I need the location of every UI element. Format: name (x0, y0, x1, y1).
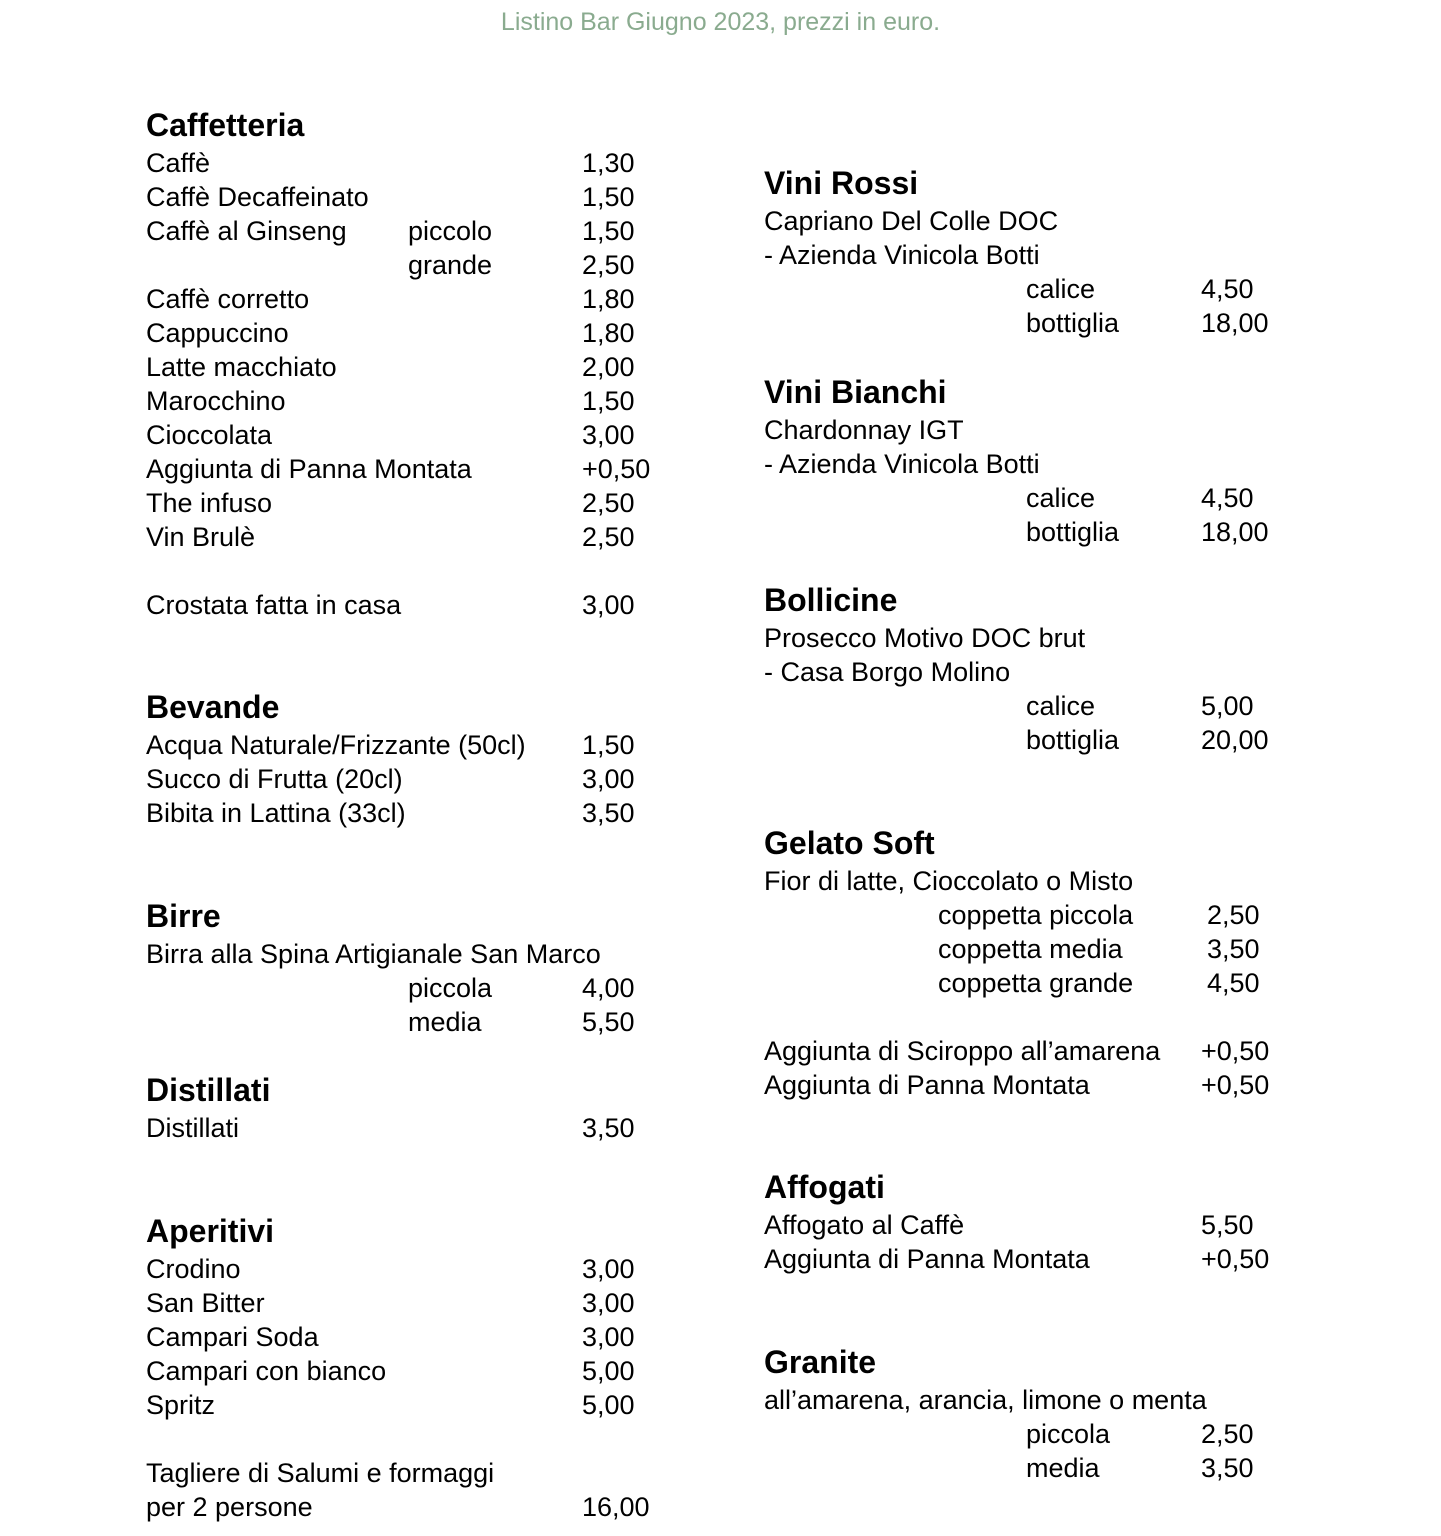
item-price: 1,50 (582, 730, 635, 760)
section-title-vini-bianchi: Vini Bianchi (764, 374, 947, 410)
item-name: Spritz (146, 1390, 216, 1420)
item-price: 1,50 (582, 182, 635, 212)
item-size: calice (1026, 483, 1096, 513)
item-price: 3,50 (1207, 934, 1260, 964)
section-title-distillati: Distillati (146, 1072, 271, 1108)
item-price: 5,50 (1201, 1210, 1254, 1240)
item-name: Vin Brulè (146, 522, 256, 552)
section-title-bollicine: Bollicine (764, 582, 898, 618)
item-description: Chardonnay IGT (764, 415, 964, 445)
item-name-continued: per 2 persone (146, 1492, 313, 1522)
item-name: Aggiunta di Panna Montata (764, 1070, 1090, 1100)
item-size: piccolo (408, 216, 493, 246)
item-size: media (1026, 1453, 1100, 1483)
item-name: Caffè (146, 148, 211, 178)
item-price: +0,50 (1201, 1244, 1270, 1274)
item-price: 1,50 (582, 216, 635, 246)
item-price: +0,50 (1201, 1070, 1270, 1100)
item-price: 3,50 (582, 798, 635, 828)
item-price: +0,50 (1201, 1036, 1270, 1066)
item-name: Aggiunta di Sciroppo all’amarena (764, 1036, 1161, 1066)
item-price: 5,00 (1201, 691, 1254, 721)
item-name: Campari con bianco (146, 1356, 387, 1386)
item-name: Caffè corretto (146, 284, 310, 314)
section-title-affogati: Affogati (764, 1169, 885, 1205)
item-description: - Azienda Vinicola Botti (764, 449, 1040, 479)
item-description: Birra alla Spina Artigianale San Marco (146, 939, 601, 969)
item-name: Crostata fatta in casa (146, 590, 402, 620)
item-description: - Azienda Vinicola Botti (764, 240, 1040, 270)
item-price: 3,50 (1201, 1453, 1254, 1483)
item-description: - Casa Borgo Molino (764, 657, 1011, 687)
section-title-birre: Birre (146, 898, 221, 934)
page-header: Listino Bar Giugno 2023, prezzi in euro. (500, 8, 941, 36)
item-name: San Bitter (146, 1288, 265, 1318)
item-price: 1,80 (582, 284, 635, 314)
section-title-bevande: Bevande (146, 689, 280, 725)
item-name: Affogato al Caffè (764, 1210, 965, 1240)
item-price: 3,00 (582, 1322, 635, 1352)
item-name: Succo di Frutta (20cl) (146, 764, 403, 794)
item-name: Cappuccino (146, 318, 289, 348)
item-price: 2,00 (582, 352, 635, 382)
item-price: 4,50 (1201, 274, 1254, 304)
item-name: Crodino (146, 1254, 241, 1284)
item-name: Tagliere di Salumi e formaggi (146, 1458, 495, 1488)
item-size: calice (1026, 274, 1096, 304)
item-description: Capriano Del Colle DOC (764, 206, 1059, 236)
section-title-granite: Granite (764, 1344, 877, 1380)
section-title-vini-rossi: Vini Rossi (764, 165, 919, 201)
item-size: piccola (1026, 1419, 1111, 1449)
item-name: Campari Soda (146, 1322, 319, 1352)
item-price: 3,50 (582, 1113, 635, 1143)
item-price: 20,00 (1201, 725, 1269, 755)
item-description: Prosecco Motivo DOC brut (764, 623, 1086, 653)
section-title-aperitivi: Aperitivi (146, 1213, 275, 1249)
item-name: Caffè al Ginseng (146, 216, 347, 246)
item-size: piccola (408, 973, 493, 1003)
item-price: 2,50 (582, 488, 635, 518)
item-size: coppetta media (938, 934, 1123, 964)
item-size: grande (408, 250, 493, 280)
item-price: 3,00 (582, 764, 635, 794)
section-title-caffetteria: Caffetteria (146, 107, 305, 143)
item-description: all’amarena, arancia, limone o menta (764, 1385, 1207, 1415)
item-name: Distillati (146, 1113, 240, 1143)
item-name: Latte macchiato (146, 352, 337, 382)
item-name: Acqua Naturale/Frizzante (50cl) (146, 730, 526, 760)
item-price: 5,00 (582, 1390, 635, 1420)
item-name: Bibita in Lattina (33cl) (146, 798, 406, 828)
item-price: 1,30 (582, 148, 635, 178)
item-price: 16,00 (582, 1492, 650, 1522)
section-title-gelato-soft: Gelato Soft (764, 825, 935, 861)
item-size: bottiglia (1026, 517, 1120, 547)
item-price: 2,50 (1201, 1419, 1254, 1449)
item-name: Marocchino (146, 386, 286, 416)
item-price: 5,50 (582, 1007, 635, 1037)
item-price: 4,00 (582, 973, 635, 1003)
item-size: calice (1026, 691, 1096, 721)
item-price: 5,00 (582, 1356, 635, 1386)
item-size: bottiglia (1026, 308, 1120, 338)
item-price: 3,00 (582, 420, 635, 450)
item-price: 18,00 (1201, 517, 1269, 547)
item-size: coppetta piccola (938, 900, 1134, 930)
item-price: +0,50 (582, 454, 651, 484)
item-price: 2,50 (582, 522, 635, 552)
item-price: 3,00 (582, 1254, 635, 1284)
item-price: 1,50 (582, 386, 635, 416)
item-size: media (408, 1007, 482, 1037)
item-size: bottiglia (1026, 725, 1120, 755)
item-price: 3,00 (582, 590, 635, 620)
item-price: 1,80 (582, 318, 635, 348)
item-name: Aggiunta di Panna Montata (146, 454, 472, 484)
item-price: 3,00 (582, 1288, 635, 1318)
item-size: coppetta grande (938, 968, 1134, 998)
item-name: The infuso (146, 488, 273, 518)
item-name: Cioccolata (146, 420, 273, 450)
item-description: Fior di latte, Cioccolato o Misto (764, 866, 1134, 896)
item-price: 2,50 (1207, 900, 1260, 930)
item-price: 4,50 (1207, 968, 1260, 998)
item-price: 18,00 (1201, 308, 1269, 338)
item-price: 4,50 (1201, 483, 1254, 513)
item-price: 2,50 (582, 250, 635, 280)
item-name: Aggiunta di Panna Montata (764, 1244, 1090, 1274)
item-name: Caffè Decaffeinato (146, 182, 369, 212)
